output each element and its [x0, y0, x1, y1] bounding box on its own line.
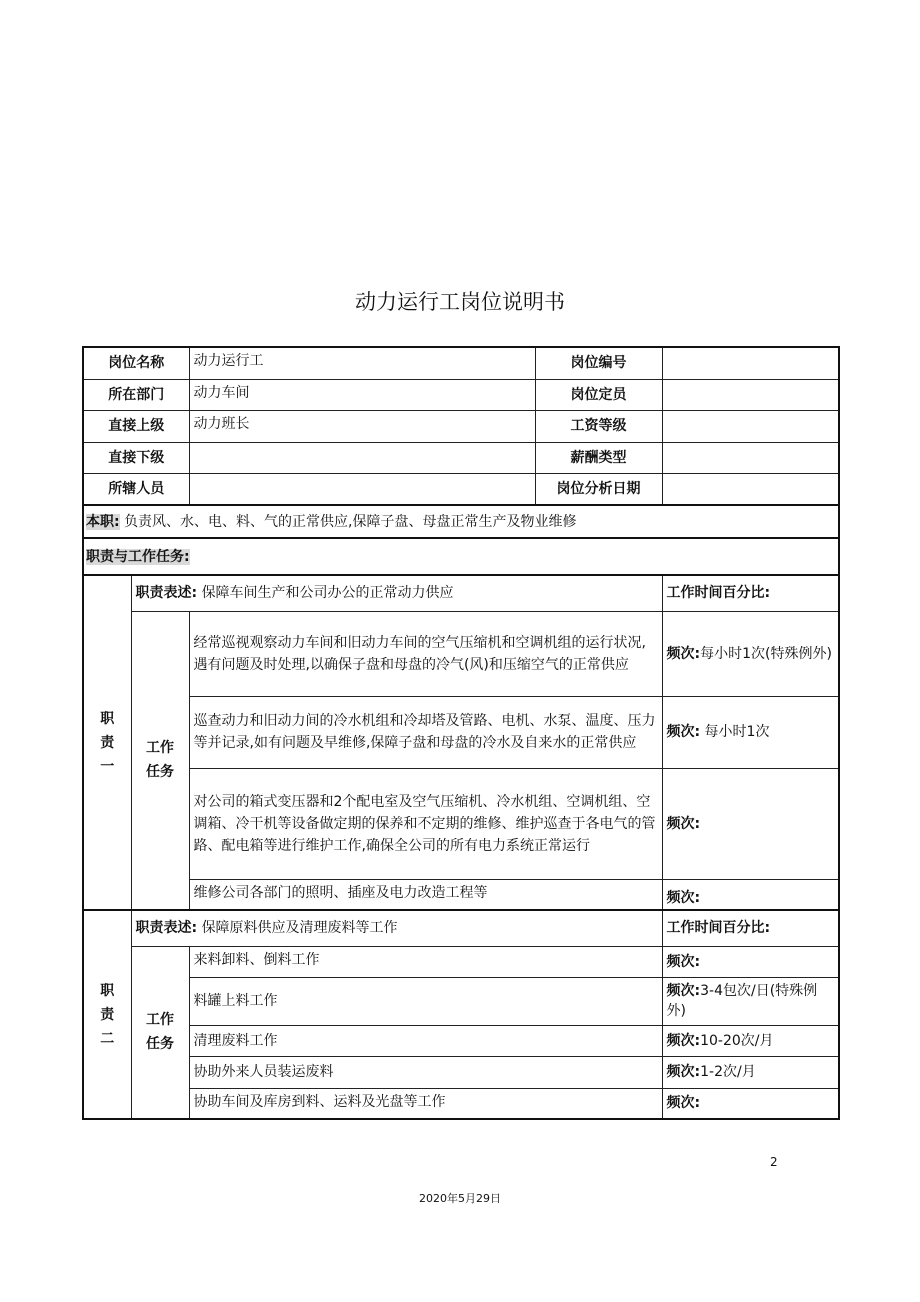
- task-text: 来料卸料、倒料工作: [189, 946, 662, 977]
- info-label: 直接上级: [83, 410, 189, 442]
- freq-label: 频次:: [666, 645, 701, 662]
- freq-label: 频次:: [666, 1064, 701, 1080]
- info-row: [83, 379, 839, 410]
- task-text: 对公司的箱式变压器和2个配电室及空气压缩机、冷水机组、空调机组、空调箱、冷干机等设备做定期的保养和不定期的维修、维护巡查于各电气的管路、配电箱等进行维护工作,确保全公司的所有电力系统正常运行: [189, 768, 662, 879]
- freq-value: 每小时1次: [700, 724, 770, 740]
- task-row: [83, 1056, 839, 1088]
- task-text: 料罐上料工作: [189, 977, 662, 1025]
- statement-label: 职责表述:: [135, 585, 198, 602]
- responsibility-name: 职责一: [83, 575, 131, 910]
- responsibility-statement-row: [83, 910, 839, 946]
- percent-label: 工作时间百分比:: [662, 575, 839, 611]
- info-value: [662, 410, 839, 442]
- task-row: [83, 1088, 839, 1119]
- info-value: 动力运行工: [189, 347, 535, 379]
- task-row: [83, 946, 839, 977]
- info-value: [189, 473, 535, 505]
- freq-label: 频次:: [666, 890, 701, 906]
- info-row: [83, 410, 839, 442]
- freq-label: 频次:: [666, 815, 701, 832]
- task-label: 工作任务: [131, 946, 189, 1119]
- info-label: 岗位名称: [83, 347, 189, 379]
- info-label: 岗位分析日期: [535, 473, 662, 505]
- info-value: 动力班长: [189, 410, 535, 442]
- task-row: [83, 768, 839, 879]
- task-row: [83, 879, 839, 910]
- info-row: [83, 473, 839, 505]
- task-text: 协助外来人员装运废料: [189, 1056, 662, 1088]
- info-label: 岗位编号: [535, 347, 662, 379]
- info-value: [662, 379, 839, 410]
- task-text: 协助车间及库房到料、运料及光盘等工作: [189, 1088, 662, 1119]
- responsibility-statement-row: [83, 575, 839, 611]
- task-text: 清理废料工作: [189, 1025, 662, 1056]
- tasks-header: 职责与工作任务:: [86, 548, 190, 565]
- info-value: [662, 347, 839, 379]
- task-label: 工作任务: [131, 611, 189, 910]
- info-value: [662, 473, 839, 505]
- freq-value: 每小时1次(特殊例外): [700, 645, 832, 662]
- duty-text: 负责风、水、电、料、气的正常供应,保障子盘、母盘正常生产及物业维修: [124, 513, 577, 530]
- freq-label: 频次:: [666, 983, 701, 999]
- info-row: [83, 442, 839, 473]
- percent-label: 工作时间百分比:: [662, 910, 839, 946]
- info-label: 岗位定员: [535, 379, 662, 410]
- info-value: 动力车间: [189, 379, 535, 410]
- freq-label: 频次:: [666, 1032, 701, 1049]
- statement-text: 保障车间生产和公司办公的正常动力供应: [201, 585, 454, 602]
- footer-date: 2020年5月29日: [419, 1192, 501, 1205]
- page-number: 2: [770, 1155, 778, 1169]
- duty-label: 本职:: [86, 513, 120, 530]
- freq-value: 1-2次/月: [700, 1064, 756, 1080]
- info-value: [662, 442, 839, 473]
- freq-label: 频次:: [666, 953, 701, 970]
- freq-value: 3-4包次/日(特殊例外): [666, 983, 818, 1019]
- page-title: 动力运行工岗位说明书: [355, 290, 565, 314]
- task-row: [83, 1025, 839, 1056]
- duty-row: [83, 505, 839, 538]
- responsibility-name: 职责二: [83, 910, 131, 1119]
- task-text: 经常巡视观察动力车间和旧动力车间的空气压缩机和空调机组的运行状况,遇有问题及时处理,以确保子盘和母盘的冷气(风)和压缩空气的正常供应: [189, 611, 662, 696]
- task-row: [83, 611, 839, 696]
- info-row: [83, 347, 839, 379]
- statement-label: 职责表述:: [135, 920, 198, 937]
- info-value: [189, 442, 535, 473]
- freq-value: 10-20次/月: [700, 1032, 774, 1049]
- task-text: 巡查动力和旧动力间的冷水机组和冷却塔及管路、电机、水泵、温度、压力等并记录,如有问题及早维修,保障子盘和母盘的冷水及自来水的正常供应: [189, 696, 662, 768]
- freq-label: 频次:: [666, 1095, 701, 1112]
- freq-label: 频次:: [666, 724, 701, 740]
- info-label: 薪酬类型: [535, 442, 662, 473]
- statement-text: 保障原料供应及清理废料等工作: [201, 920, 398, 937]
- task-row: [83, 977, 839, 1025]
- tasks-header-row: [83, 538, 839, 575]
- info-label: 工资等级: [535, 410, 662, 442]
- info-label: 所辖人员: [83, 473, 189, 505]
- task-text: 维修公司各部门的照明、插座及电力改造工程等: [189, 879, 662, 910]
- info-label: 所在部门: [83, 379, 189, 410]
- job-description-table: [82, 346, 840, 1120]
- task-row: [83, 696, 839, 768]
- info-label: 直接下级: [83, 442, 189, 473]
